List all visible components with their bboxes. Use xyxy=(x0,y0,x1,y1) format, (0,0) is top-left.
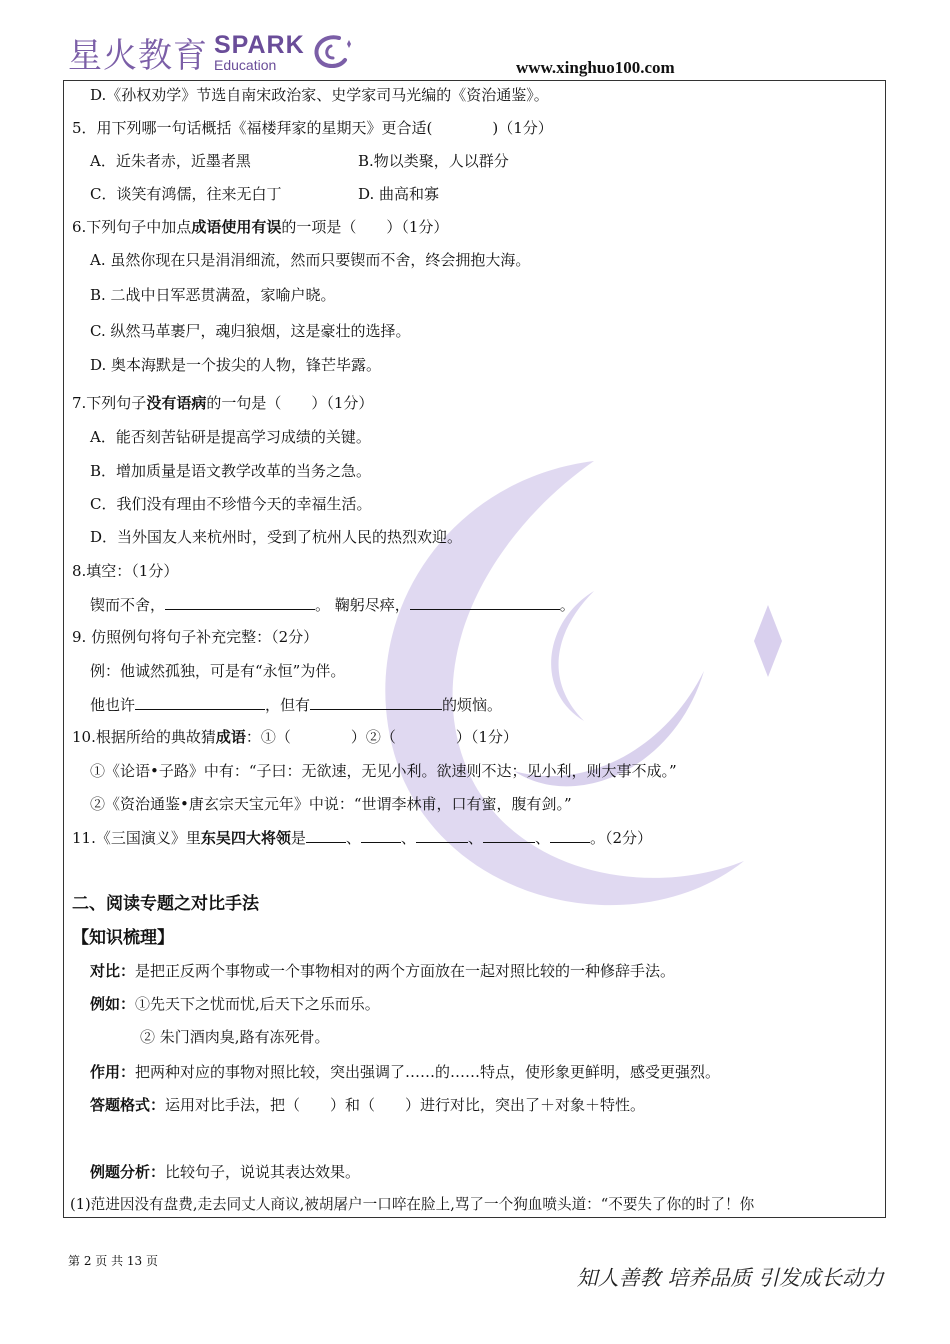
q10-clue-2: ②《资治通鉴•唐玄宗天宝元年》中说：“世谓李林甫，口有蜜，腹有剑。” xyxy=(90,795,572,813)
logo-education: Education xyxy=(214,56,277,73)
q5-option-d: D. 曲高和寡 xyxy=(358,185,440,203)
example-line-2: ② 朱门酒肉臭,路有冻死骨。 xyxy=(140,1028,330,1046)
q11-blank-1[interactable] xyxy=(306,827,346,843)
question-6: 6.下列句子中加点成语使用有误的一项是（ ）（1分） xyxy=(72,218,449,236)
q11-blank-2[interactable] xyxy=(361,827,401,843)
q5-option-c: C．谈笑有鸿儒，往来无白丁 xyxy=(90,185,282,203)
logo-spark: SPARK xyxy=(214,30,305,59)
q10-emphasis: 成语 xyxy=(215,728,246,746)
logo-chinese-text: 星火教育 xyxy=(68,35,208,76)
footer-slogan: 知人善教 培养品质 引发成长动力 xyxy=(576,1266,884,1290)
q5-option-b: B.物以类聚，人以群分 xyxy=(358,152,509,170)
q11-blank-3[interactable] xyxy=(416,827,468,843)
section-2-heading: 二、阅读专题之对比手法 xyxy=(72,894,259,914)
definition-label: 对比： xyxy=(90,962,136,980)
q5-option-a: A．近朱者赤，近墨者黑 xyxy=(90,152,251,170)
q6-option-c: C. 纵然马革裹尸，魂归狼烟，这是豪壮的选择。 xyxy=(90,322,411,340)
q7-option-d: D．当外国友人来杭州时，受到了杭州人民的热烈欢迎。 xyxy=(90,528,463,546)
example-label: 例如： xyxy=(90,995,136,1013)
q7-option-c: C．我们没有理由不珍惜今天的幸福生活。 xyxy=(90,495,372,513)
q9-example: 例：他诚然孤独，可是有“永恒”为伴。 xyxy=(90,662,346,680)
question-9: 9. 仿照例句将句子补充完整：（2分） xyxy=(72,628,319,646)
q8-blank-2[interactable] xyxy=(410,594,560,610)
q11-blank-5[interactable] xyxy=(550,827,590,843)
q7-option-a: A．能否刻苦钻研是提高学习成绩的关键。 xyxy=(90,428,371,446)
example-line-1: 例如：①先天下之忧而忧,后天下之乐而乐。 xyxy=(90,995,380,1013)
function-label: 作用： xyxy=(90,1063,136,1081)
q9-blank-1[interactable] xyxy=(135,694,265,710)
brand-logo xyxy=(68,28,353,76)
q6-option-a: A. 虽然你现在只是涓涓细流，然而只要锲而不舍，终会拥抱大海。 xyxy=(90,251,531,269)
question-5: 5．用下列哪一句话概括《福楼拜家的星期天》更合适( )（1分） xyxy=(72,119,553,137)
q7-option-b: B．增加质量是语文教学改革的当务之急。 xyxy=(90,462,372,480)
function-line: 作用：把两种对应的事物对照比较，突出强调了……的……特点，使形象更鲜明，感受更强烈。 xyxy=(90,1063,721,1081)
content-frame xyxy=(63,80,886,1218)
website-url[interactable]: www.xinghuo100.com xyxy=(516,58,675,77)
q6-option-d: D. 奥本海默是一个拔尖的人物，锋芒毕露。 xyxy=(90,356,382,374)
q8-blank-1[interactable] xyxy=(165,594,315,610)
q9-blank-2[interactable] xyxy=(310,694,442,710)
question-10: 10.根据所给的典故猜成语：①（ ）②（ ）（1分） xyxy=(72,728,518,746)
q8-fill-line: 锲而不舍， 。 鞠躬尽瘁， 。 xyxy=(90,596,575,614)
definition-line: 对比：是把正反两个事物或一个事物相对的两个方面放在一起对照比较的一种修辞手法。 xyxy=(90,962,676,980)
spark-swirl-icon xyxy=(309,32,353,72)
q4-option-d: D.《孙权劝学》节选自南宋政治家、史学家司马光编的《资治通鉴》。 xyxy=(90,86,549,104)
q11-blank-4[interactable] xyxy=(483,827,535,843)
q10-clue-1: ①《论语•子路》中有：“子曰：无欲速，无见小利。欲速则不达；见小利，则大事不成。” xyxy=(90,762,677,780)
answer-format-label: 答题格式： xyxy=(90,1096,166,1114)
analysis-line: 例题分析：比较句子，说说其表达效果。 xyxy=(90,1163,361,1181)
page-number: 第 2 页 共 13 页 xyxy=(68,1254,158,1268)
answer-format-line: 答题格式：运用对比手法，把（ ）和（ ）进行对比，突出了＋对象＋特性。 xyxy=(90,1096,646,1114)
analysis-label: 例题分析： xyxy=(90,1163,166,1181)
q6-emphasis: 成语使用有误 xyxy=(191,218,282,236)
passage-1: (1)范进因没有盘费,走去同丈人商议,被胡屠户一口啐在脸上,骂了一个狗血喷头道：“不要失了你的时了！你 xyxy=(70,1196,755,1213)
q6-option-b: B. 二战中日军恶贯满盈，家喻户晓。 xyxy=(90,286,336,304)
knowledge-heading: 【知识梳理】 xyxy=(72,928,174,948)
question-8: 8.填空：（1分） xyxy=(72,562,179,580)
question-7: 7.下列句子没有语病的一句是（ ）（1分） xyxy=(72,394,374,412)
question-11: 11.《三国演义》里东吴四大将领是 、 、 、 、 。（2分） xyxy=(72,829,652,847)
q11-emphasis: 东吴四大将领 xyxy=(200,829,291,847)
q9-fill-line: 他也许 ，但有 的烦恼。 xyxy=(90,696,503,714)
logo-english-text xyxy=(214,30,305,73)
q7-emphasis: 没有语病 xyxy=(146,394,207,412)
